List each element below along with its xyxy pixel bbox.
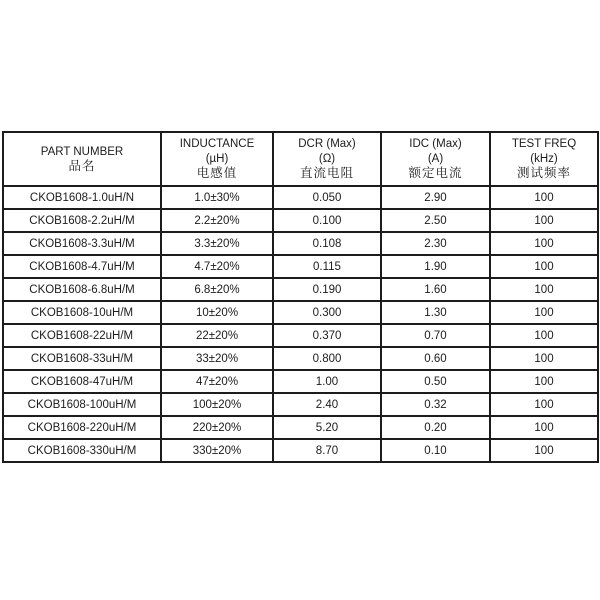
cell-part-number: CKOB1608-4.7uH/M (3, 255, 161, 278)
cell-idc: 0.32 (381, 393, 490, 416)
cell-idc: 2.90 (381, 186, 490, 209)
table-row (3, 439, 598, 462)
col-header-test-freq (490, 132, 598, 186)
cell-dcr: 1.00 (273, 370, 381, 393)
cell-test-freq: 100 (490, 393, 598, 416)
cell-dcr: 0.115 (273, 255, 381, 278)
cell-inductance: 3.3±20% (161, 232, 273, 255)
cell-part-number: CKOB1608-1.0uH/N (3, 186, 161, 209)
cell-part-number: CKOB1608-6.8uH/M (3, 278, 161, 301)
cell-inductance: 100±20% (161, 393, 273, 416)
cell-test-freq: 100 (490, 209, 598, 232)
cell-inductance: 330±20% (161, 439, 273, 462)
header-row (3, 132, 598, 186)
header-zh-test-freq: 测试频率 (516, 166, 571, 181)
table-row (3, 347, 598, 370)
cell-idc: 0.10 (381, 439, 490, 462)
table-row (3, 324, 598, 347)
header-title-test-freq: TEST FREQ (511, 138, 577, 151)
col-header-inductance (161, 132, 273, 186)
table-row (3, 278, 598, 301)
table-row (3, 255, 598, 278)
cell-part-number: CKOB1608-330uH/M (3, 439, 161, 462)
cell-dcr: 0.300 (273, 301, 381, 324)
cell-part-number: CKOB1608-100uH/M (3, 393, 161, 416)
header-title-part-number: PART NUMBER (40, 145, 124, 158)
table-row (3, 232, 598, 255)
cell-test-freq: 100 (490, 186, 598, 209)
cell-dcr: 0.800 (273, 347, 381, 370)
cell-inductance: 47±20% (161, 370, 273, 393)
cell-inductance: 10±20% (161, 301, 273, 324)
cell-test-freq: 100 (490, 255, 598, 278)
cell-inductance: 4.7±20% (161, 255, 273, 278)
cell-idc: 0.60 (381, 347, 490, 370)
header-unit-idc: (A) (427, 152, 444, 165)
header-unit-test-freq: (kHz) (530, 152, 558, 165)
cell-dcr: 5.20 (273, 416, 381, 439)
header-title-inductance: INDUCTANCE (179, 138, 255, 151)
cell-part-number: CKOB1608-47uH/M (3, 370, 161, 393)
header-zh-idc: 额定电流 (408, 166, 463, 181)
cell-dcr: 2.40 (273, 393, 381, 416)
cell-part-number: CKOB1608-10uH/M (3, 301, 161, 324)
cell-part-number: CKOB1608-33uH/M (3, 347, 161, 370)
cell-inductance: 220±20% (161, 416, 273, 439)
header-title-idc: IDC (Max) (409, 138, 462, 151)
col-header-part-number (3, 132, 161, 186)
cell-inductance: 22±20% (161, 324, 273, 347)
cell-dcr: 8.70 (273, 439, 381, 462)
header-unit-inductance: (µH) (205, 152, 229, 165)
cell-test-freq: 100 (490, 416, 598, 439)
cell-idc: 0.50 (381, 370, 490, 393)
col-header-dcr (273, 132, 381, 186)
cell-test-freq: 100 (490, 324, 598, 347)
cell-test-freq: 100 (490, 347, 598, 370)
cell-inductance: 6.8±20% (161, 278, 273, 301)
cell-part-number: CKOB1608-3.3uH/M (3, 232, 161, 255)
cell-idc: 2.50 (381, 209, 490, 232)
header-title-dcr: DCR (Max) (298, 138, 356, 151)
cell-idc: 2.30 (381, 232, 490, 255)
cell-idc: 0.70 (381, 324, 490, 347)
header-zh-part-number: 品名 (68, 159, 96, 173)
cell-test-freq: 100 (490, 301, 598, 324)
cell-idc: 1.90 (381, 255, 490, 278)
cell-dcr: 0.050 (273, 186, 381, 209)
table-row (3, 301, 598, 324)
cell-test-freq: 100 (490, 370, 598, 393)
table-row (3, 186, 598, 209)
cell-idc: 0.20 (381, 416, 490, 439)
cell-inductance: 2.2±20% (161, 209, 273, 232)
table-row (3, 393, 598, 416)
cell-test-freq: 100 (490, 232, 598, 255)
cell-idc: 1.30 (381, 301, 490, 324)
cell-dcr: 0.370 (273, 324, 381, 347)
cell-dcr: 0.108 (273, 232, 381, 255)
cell-part-number: CKOB1608-22uH/M (3, 324, 161, 347)
cell-inductance: 33±20% (161, 347, 273, 370)
header-zh-dcr: 直流电阻 (299, 166, 354, 181)
cell-idc: 1.60 (381, 278, 490, 301)
cell-part-number: CKOB1608-220uH/M (3, 416, 161, 439)
cell-dcr: 0.100 (273, 209, 381, 232)
inductor-spec-table (2, 131, 599, 463)
header-unit-dcr: (Ω) (318, 152, 336, 165)
cell-test-freq: 100 (490, 439, 598, 462)
cell-inductance: 1.0±30% (161, 186, 273, 209)
table-row (3, 370, 598, 393)
cell-test-freq: 100 (490, 278, 598, 301)
header-zh-inductance: 电感值 (196, 166, 238, 181)
table-row (3, 209, 598, 232)
cell-part-number: CKOB1608-2.2uH/M (3, 209, 161, 232)
col-header-idc (381, 132, 490, 186)
cell-dcr: 0.190 (273, 278, 381, 301)
table-row (3, 416, 598, 439)
